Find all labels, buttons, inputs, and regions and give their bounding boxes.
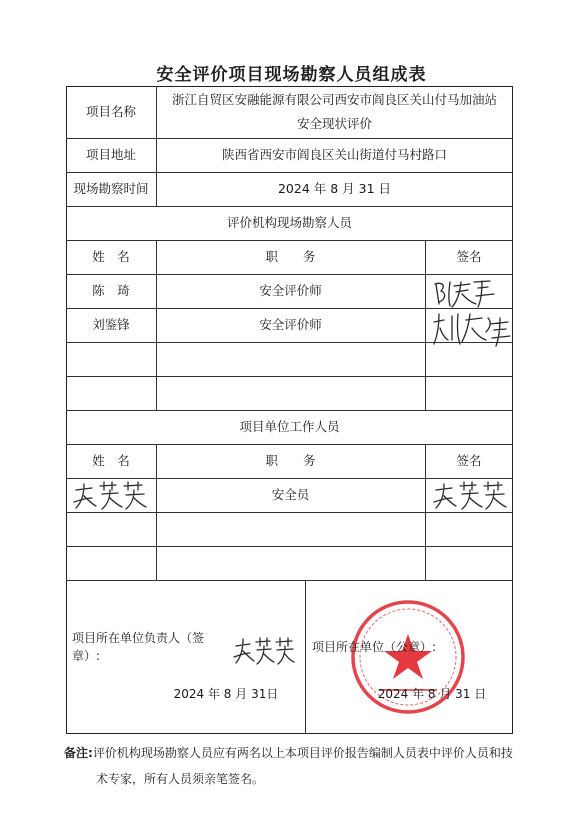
eval-col-sign: 签名 bbox=[456, 248, 482, 264]
row-divider bbox=[66, 580, 513, 581]
page-title: 安全评价项目现场勘察人员组成表 bbox=[156, 65, 427, 85]
note-line1: 评价机构现场勘察人员应有两名以上本项目评价报告编制人员表中评价人员和技 bbox=[92, 746, 513, 760]
project-name-label: 项目名称 bbox=[85, 103, 136, 119]
project-address-label: 项目地址 bbox=[85, 146, 136, 162]
unit-seal-date: 2024 年 8 月 31 日 bbox=[377, 687, 487, 701]
note-line2: 术专家，所有人员须亲笔签名。 bbox=[96, 772, 265, 786]
unit-seal-label: 项目所在单位（公章）: bbox=[312, 640, 437, 654]
responsible-date: 2024 年 8 月 31日 bbox=[173, 687, 279, 701]
eval-row-name: 陈 琦 bbox=[92, 282, 130, 298]
responsible-label: 项目所在单位负责人（签章）: bbox=[72, 631, 205, 663]
eval-row-duty: 安全评价师 bbox=[259, 316, 322, 332]
eval-row-name: 刘鉴锋 bbox=[92, 316, 130, 332]
signature-liu-jianfeng bbox=[430, 310, 514, 350]
col-divider bbox=[305, 580, 306, 734]
unit-col-duty: 职 务 bbox=[265, 452, 316, 468]
signature-chen-qi bbox=[430, 276, 502, 310]
row-divider bbox=[66, 512, 513, 513]
row-divider bbox=[66, 376, 513, 377]
eval-col-duty: 职 务 bbox=[265, 248, 316, 264]
survey-date-label: 现场勘察时间 bbox=[73, 180, 149, 196]
row-divider bbox=[66, 546, 513, 547]
note bbox=[64, 740, 524, 792]
eval-row-duty: 安全评价师 bbox=[259, 282, 322, 298]
project-address: 陕西省西安市阎良区关山街道付马村路口 bbox=[221, 146, 447, 162]
project-name-line2: 安全现状评价 bbox=[296, 115, 372, 131]
project-name-line1: 浙江自贸区安融能源有限公司西安市阎良区关山付马加油站 bbox=[171, 91, 497, 107]
unit-section-heading: 项目单位工作人员 bbox=[239, 418, 340, 434]
note-label: 备注: bbox=[64, 746, 93, 760]
eval-col-name: 姓 名 bbox=[92, 248, 130, 264]
signature-responsible bbox=[230, 634, 296, 668]
unit-col-sign: 签名 bbox=[456, 452, 482, 468]
eval-section-heading: 评价机构现场勘察人员 bbox=[226, 214, 352, 230]
unit-col-name: 姓 名 bbox=[92, 452, 130, 468]
unit-row-duty: 安全员 bbox=[271, 486, 310, 502]
signature-unit-name bbox=[70, 480, 150, 512]
signature-unit-sign bbox=[430, 480, 508, 512]
survey-date: 2024 年 8 月 31 日 bbox=[277, 180, 392, 196]
